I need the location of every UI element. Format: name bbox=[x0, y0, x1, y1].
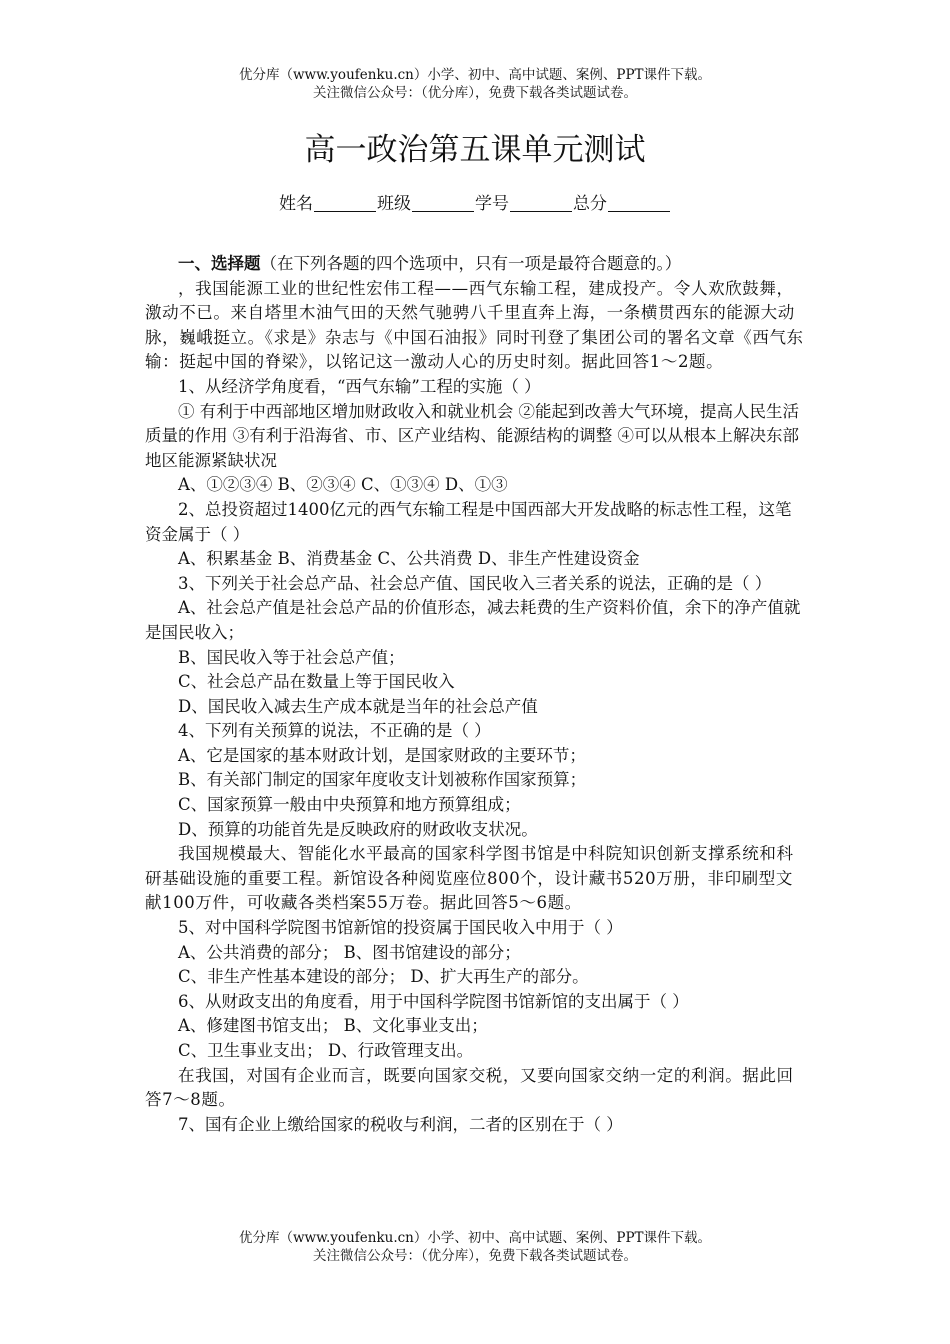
name-blank bbox=[314, 193, 376, 212]
footer-line-1: 优分库（www.youfenku.cn）小学、初中、高中试题、案例、PPT课件下载。 bbox=[238, 1230, 712, 1246]
section-title: 一、选择题 bbox=[178, 254, 261, 273]
q4-option-a: A、它是国家的基本财政计划，是国家财政的主要环节； bbox=[178, 745, 586, 765]
q1-stem: 1、从经济学角度看，“西气东输”工程的实施（ ） bbox=[178, 376, 541, 396]
document-title: 高一政治第五课单元测试 bbox=[304, 132, 646, 168]
q4-option-d: D、预算的功能首先是反映政府的财政收支状况。 bbox=[178, 819, 538, 839]
class-blank bbox=[412, 193, 474, 212]
document-body bbox=[145, 252, 807, 1137]
material-2: 我国规模最大、智能化水平最高的国家科学图书馆是中科院知识创新支撑系统和科研基础设施的重要工程。新馆设各种阅览座位800个，设计藏书520万册，非印刷型文献100万件，可收藏各类档案55万卷。据此回答5～6题。 bbox=[145, 844, 794, 913]
id-blank bbox=[510, 193, 572, 212]
total-label: 总分 bbox=[573, 194, 607, 214]
q6-options-cd: C、卫生事业支出； D、行政管理支出。 bbox=[178, 1041, 474, 1060]
q1-items: ① 有利于中西部地区增加财政收入和就业机会 ②能起到改善大气环境，提高人民生活质量的作用 ③有利于沿海省、市、区产业结构、能源结构的调整 ④可以从根本上解决东部地区能源紧缺状况 bbox=[145, 401, 799, 470]
q7-stem: 7、国有企业上缴给国家的税收与利润，二者的区别在于（ ） bbox=[178, 1114, 623, 1134]
page-header bbox=[0, 66, 950, 102]
section-heading bbox=[145, 252, 807, 277]
q2-stem: 2、总投资超过1400亿元的西气东输工程是中国西部大开发战略的标志性工程，这笔资金属于（ ） bbox=[145, 499, 792, 544]
q3-option-c: C、社会总产品在数量上等于国民收入 bbox=[178, 672, 455, 692]
section-instruction: （在下列各题的四个选项中，只有一项是最符合题意的。） bbox=[260, 254, 682, 273]
q5-options-ab: A、公共消费的部分； B、图书馆建设的部分； bbox=[178, 942, 521, 962]
material-1: ，我国能源工业的世纪性宏伟工程——西气东输工程，建成投产。令人欢欣鼓舞，激动不已。来自塔里木油气田的天然气驰骋八千里直奔上海，一条横贯西东的能源大动脉，巍峨挺立。《求是》杂志与《中国石油报》同时刊登了集团公司的署名文章《西气东输：挺起中国的脊梁》，以铭记这一激动人心的历史时刻。据此回答1～2题。 bbox=[145, 278, 804, 372]
q6-stem: 6、从财政支出的角度看，用于中国科学院图书馆新馆的支出属于（ ） bbox=[178, 991, 689, 1011]
student-info-line bbox=[0, 190, 950, 218]
name-label: 姓名 bbox=[279, 194, 313, 214]
q3-stem: 3、下列关于社会总产品、社会总产值、国民收入三者关系的说法，正确的是（ ） bbox=[178, 573, 772, 593]
q4-option-c: C、国家预算一般由中央预算和地方预算组成； bbox=[178, 795, 521, 815]
material-3: 在我国，对国有企业而言，既要向国家交税，又要向国家交纳一定的利润。据此回答7～8题。 bbox=[145, 1065, 794, 1110]
q4-stem: 4、下列有关预算的说法，不正确的是（ ） bbox=[178, 721, 491, 741]
q6-options-ab: A、修建图书馆支出； B、文化事业支出； bbox=[178, 1016, 488, 1036]
q3-option-d: D、国民收入减去生产成本就是当年的社会总产值 bbox=[178, 696, 538, 716]
q3-option-a: A、社会总产值是社会总产品的价值形态，减去耗费的生产资料价值，余下的净产值就是国民收入； bbox=[145, 598, 801, 642]
footer-line-2: 关注微信公众号：（优分库），免费下载各类试题试卷。 bbox=[313, 1248, 637, 1264]
total-blank bbox=[608, 193, 670, 212]
header-line-1: 优分库（www.youfenku.cn）小学、初中、高中试题、案例、PPT课件下载。 bbox=[238, 67, 712, 83]
q4-option-b: B、有关部门制定的国家年度收支计划被称作国家预算； bbox=[178, 770, 587, 790]
q3-option-b: B、国民收入等于社会总产值； bbox=[178, 647, 405, 667]
q1-options: A、①②③④ B、②③④ C、①③④ D、①③ bbox=[178, 475, 508, 495]
q5-options-cd: C、非生产性基本建设的部分； D、扩大再生产的部分。 bbox=[178, 967, 589, 987]
id-label: 学号 bbox=[475, 194, 509, 214]
header-line-2: 关注微信公众号：（优分库），免费下载各类试题试卷。 bbox=[313, 85, 637, 101]
class-label: 班级 bbox=[377, 194, 411, 214]
page-footer bbox=[0, 1229, 950, 1265]
q5-stem: 5、对中国科学院图书馆新馆的投资属于国民收入中用于（ ） bbox=[178, 918, 623, 938]
q2-options: A、积累基金 B、消费基金 C、公共消费 D、非生产性建设资金 bbox=[178, 549, 640, 569]
